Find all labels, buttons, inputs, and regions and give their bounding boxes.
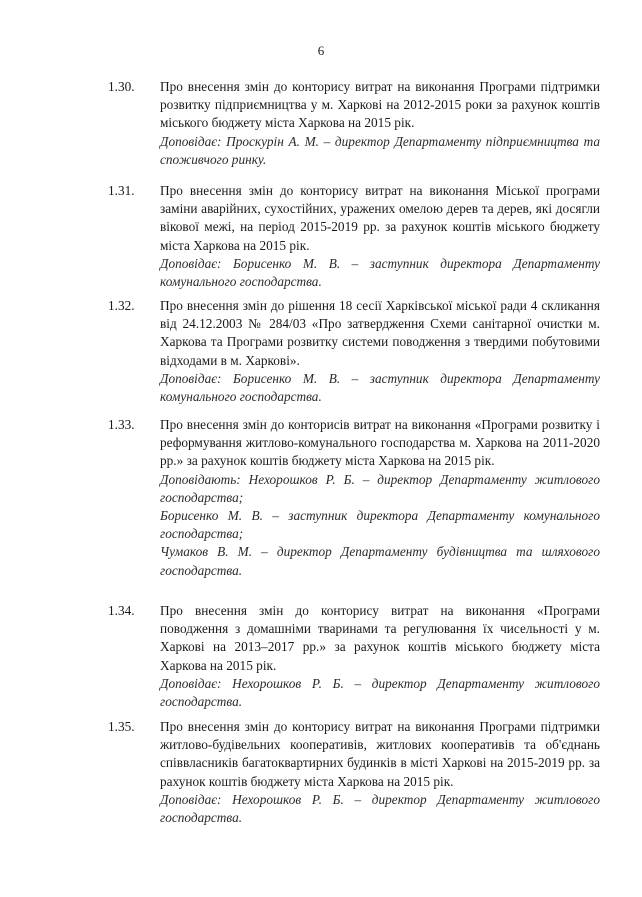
- speaker-line: Доповідають: Нехорошков Р. Б. – директор Департаменту житлового господарства;: [160, 471, 600, 505]
- speaker-line: Борисенко М. В. – заступник директора Департаменту комунального господарства;: [160, 508, 600, 542]
- speaker-line: Доповідає: Борисенко М. В. – заступник директора Департаменту комунального господарства.: [160, 370, 600, 405]
- speaker-line: Чумаков В. М. – директор Департаменту будівництва та шляхового господарства.: [160, 544, 600, 578]
- agenda-item-1-32: [108, 297, 600, 406]
- item-number: 1.35.: [108, 719, 135, 734]
- item-number: 1.32.: [108, 298, 135, 313]
- speaker-line: Доповідає: Борисенко М. В. – заступник директора Департаменту комунального господарства.: [160, 255, 600, 290]
- item-text: Про внесення змін до конторису витрат на виконання Програми підтримки розвитку підприємництва у м. Харкові на 2012-2015 роки за рахунок коштів міського бюджету міста Харкова на 2015 рік.: [160, 79, 600, 131]
- agenda-item-1-35: [108, 718, 600, 827]
- page-number: 6: [317, 43, 325, 58]
- item-number: 1.30.: [108, 79, 135, 94]
- item-text: Про внесення змін до конторисів витрат на виконання «Програми розвитку і реформування житлово-комунального господарства м. Харкова на 2011-2020 рр.» за рахунок коштів бюджету міста Харкова на 2015 рік.: [160, 417, 600, 469]
- item-number: 1.31.: [108, 183, 135, 198]
- item-text: Про внесення змін до конторису витрат на виконання Програми підтримки житлово-будівельних кооперативів, житлових кооперативів та об'єднань співвласників багатоквартирних будинків в місті Харкові на 2015-2019 рр. за рахунок коштів бюджету міста Харкова на 2015 рік.: [160, 719, 600, 789]
- agenda-item-1-30: [108, 78, 600, 169]
- speaker-line: Доповідає: Нехорошков Р. Б. – директор Департаменту житлового господарства.: [160, 675, 600, 710]
- agenda-item-1-34: [108, 602, 600, 711]
- item-text: Про внесення змін до конторису витрат на виконання «Програми поводження з домашніми тваринами та регулювання їх чисельності у м. Харкові на 2013–2017 рр.» за рахунок коштів міського бюджету міста Харкова на 2015 рік.: [160, 603, 600, 673]
- speaker-line: Доповідає: Проскурін А. М. – директор Департаменту підприємництва та споживчого ринку.: [160, 133, 600, 167]
- agenda-item-1-33: [108, 416, 600, 580]
- agenda-item-1-31: [108, 182, 600, 291]
- item-text: Про внесення змін до конторису витрат на виконання Міської програми заміни аварійних, сухостійних, уражених омелою дерев та дерев, які досягли вікової межі, на період 2015-2019 рр. за рахунок коштів міського бюджету міста Харкова на 2015 рік.: [160, 183, 600, 253]
- item-text: Про внесення змін до рішення 18 сесії Харківської міської ради 4 скликання від 24.12.2003 № 284/03 «Про затвердження Схеми санітарної очистки м. Харкова та Програми розвитку системи поводження з твердими побутовими відходами в м. Харкові».: [160, 298, 600, 368]
- speaker-line: Доповідає: Нехорошков Р. Б. – директор Департаменту житлового господарства.: [160, 791, 600, 826]
- item-number: 1.33.: [108, 417, 135, 432]
- item-number: 1.34.: [108, 603, 135, 618]
